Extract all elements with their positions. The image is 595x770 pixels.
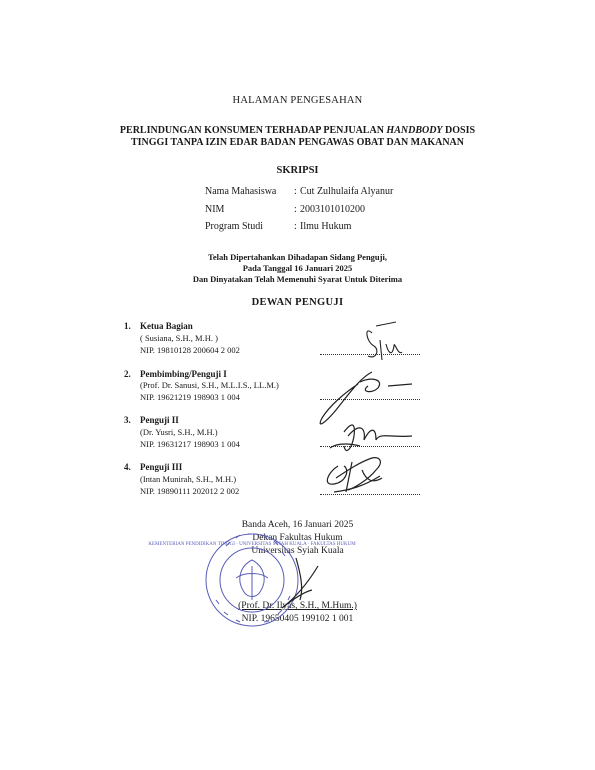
- info-colon: :: [294, 204, 297, 215]
- defense-line-2: Pada Tanggal 16 Januari 2025: [242, 263, 353, 273]
- place-date: Banda Aceh, 16 Januari 2025: [241, 520, 354, 530]
- document-type: SKRIPSI: [276, 165, 319, 176]
- signature-2-image: [320, 372, 412, 424]
- examiner-name: (Dr. Yusri, S.H., M.H.): [140, 427, 218, 437]
- dean-nip: NIP. 19650405 199102 1 001: [241, 614, 354, 624]
- examiner-number: 1.: [124, 321, 131, 331]
- info-colon: :: [294, 221, 297, 232]
- title-part-a: PERLINDUNGAN KONSUMEN TERHADAP PENJUALAN: [119, 125, 387, 136]
- stamp-text: KEMENTERIAN PENDIDIKAN TINGGI · UNIVERSITAS SYIAH KUALA · FAKULTAS HUKUM: [148, 542, 356, 547]
- examiner-nip: NIP. 19890111 202012 2 002: [140, 486, 240, 496]
- info-value-program: Ilmu Hukum: [300, 221, 352, 232]
- info-value-name: Cut Zulhulaifa Alyanur: [300, 186, 394, 197]
- signature-3-image: [330, 425, 412, 451]
- signature-1-image: [367, 322, 402, 360]
- examiner-number: 4.: [124, 462, 131, 472]
- examiner-role: Ketua Bagian: [140, 321, 193, 331]
- examiner-name: (Intan Munirah, S.H., M.H.): [140, 474, 237, 484]
- info-label-name: Nama Mahasiswa: [205, 186, 277, 197]
- examiner-number: 3.: [124, 415, 131, 425]
- thesis-title-line-2: TINGGI TANPA IZIN EDAR BADAN PENGAWAS OBAT DAN MAKANAN: [131, 137, 464, 148]
- examiner-role: Pembimbing/Penguji I: [140, 369, 227, 379]
- faculty-stamp-image: [148, 534, 356, 626]
- page-heading: HALAMAN PENGESAHAN: [232, 95, 363, 106]
- examiner-role: Penguji II: [140, 415, 179, 425]
- defense-line-3: Dan Dinyatakan Telah Memenuhi Syarat Untuk Diterima: [192, 274, 403, 284]
- board-title: DEWAN PENGUJI: [251, 297, 344, 308]
- examiner-nip: NIP. 19621219 198903 1 004: [140, 392, 240, 402]
- info-label-nim: NIM: [205, 204, 225, 215]
- university-name: Universitas Syiah Kuala: [251, 546, 344, 556]
- examiner-role: Penguji III: [140, 462, 183, 472]
- examiner-nip: NIP. 19631217 198903 1 004: [140, 439, 240, 449]
- info-value-nim: 2003101010200: [300, 204, 365, 215]
- info-label-program: Program Studi: [205, 221, 264, 232]
- title-italic-word: HANDBODY: [386, 125, 443, 136]
- signature-4-image: [327, 458, 382, 492]
- title-part-b: DOSIS: [442, 125, 476, 136]
- examiner-name: (Prof. Dr. Sanusi, S.H., M.L.I.S., LL.M.): [140, 380, 279, 390]
- dean-signature-image: [282, 558, 318, 608]
- defense-line-1: Telah Dipertahankan Dihadapan Sidang Penguji,: [208, 252, 387, 262]
- examiner-number: 2.: [124, 369, 131, 379]
- dean-name: (Prof. Dr. Ilyas, S.H., M.Hum.): [238, 601, 357, 611]
- examiner-nip: NIP. 19810128 200604 2 002: [140, 345, 240, 355]
- info-colon: :: [294, 186, 297, 197]
- examiner-name: ( Susiana, S.H., M.H. ): [140, 333, 218, 343]
- dean-position: Dekan Fakultas Hukum: [252, 533, 343, 543]
